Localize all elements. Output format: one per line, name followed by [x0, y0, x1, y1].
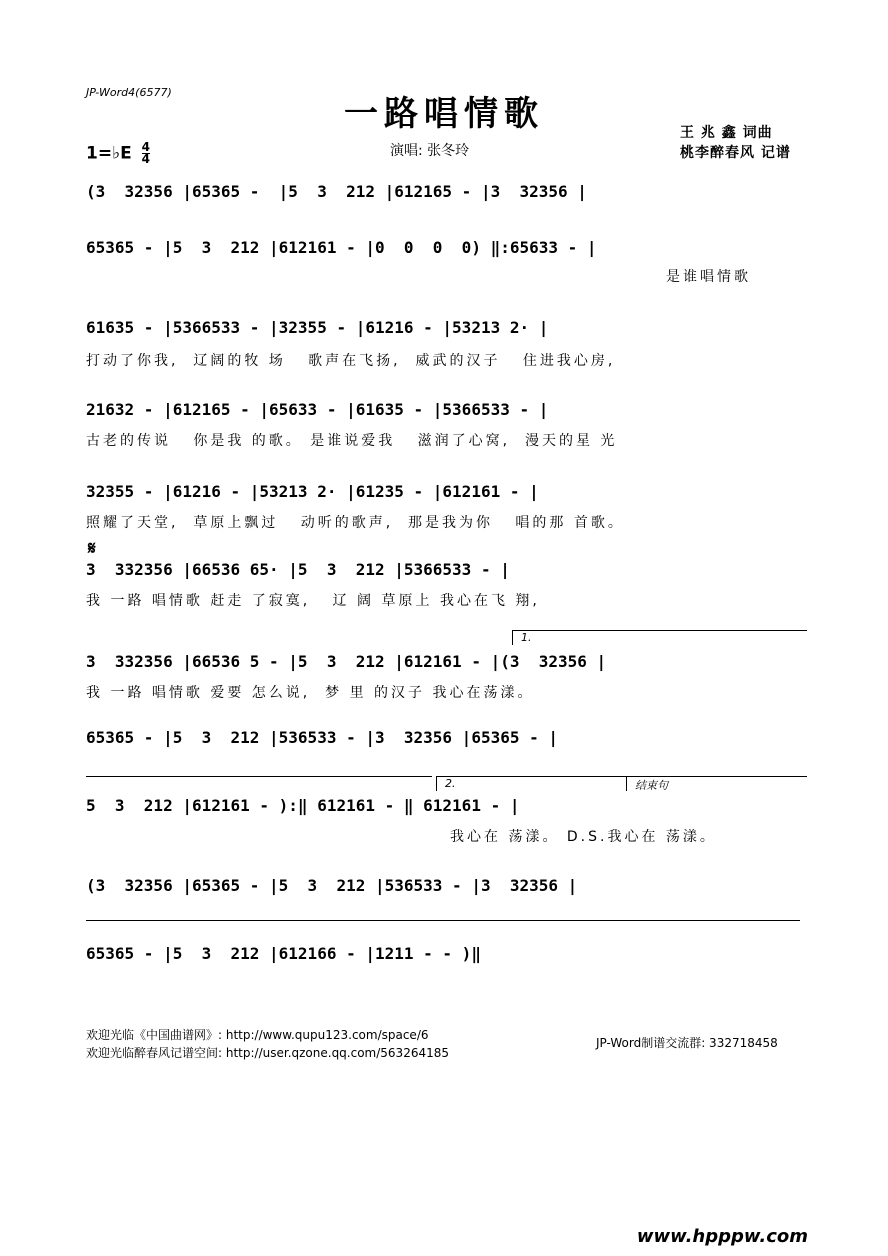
footer-group: JP-Word制谱交流群: 332718458 [596, 1036, 778, 1050]
staff-notes: 61635 - |5366533 - |32355 - |61216 - |53213 2· | [86, 318, 549, 337]
staff-notes: (3 32356 |65365 - |5 3 212 |536533 - |3 32356 | [86, 876, 578, 895]
key-signature [86, 142, 150, 165]
staff-11 [86, 940, 806, 968]
ending-bracket [626, 776, 807, 791]
time-bottom: 4 [141, 152, 150, 166]
volta-1 [512, 630, 807, 645]
key-label: 1= [86, 143, 113, 164]
software-label: JP-Word4(6577) [86, 86, 172, 99]
staff-10 [86, 872, 806, 900]
time-signature [142, 142, 150, 165]
key-note: ♭E [112, 143, 132, 164]
transcriber-credit: 桃李醉春风 记谱 [680, 145, 791, 161]
staff-2 [86, 234, 806, 262]
staff-lyrics: 是谁唱情歌 [666, 269, 751, 285]
staff-lyrics: 古老的传说 你是我 的歌。 是谁说爱我 滋润了心窝, 漫天的星 光 [86, 433, 618, 449]
staff-6 [86, 556, 806, 584]
bracket-line [86, 776, 432, 777]
volta-2 [436, 776, 627, 791]
staff-notes: 65365 - |5 3 212 |536533 - |3 32356 |65365 - | [86, 728, 559, 747]
staff-3 [86, 314, 806, 342]
staff-notes: (3 32356 |65365 - |5 3 212 |612165 - |3 32356 | [86, 182, 587, 201]
staff-notes: 65365 - |5 3 212 |612166 - |1211 - - )‖ [86, 944, 481, 963]
staff-7 [86, 648, 806, 676]
staff-notes: 3 332356 |66536 5 - |5 3 212 |612161 - |(3 32356 | [86, 652, 607, 671]
staff-4 [86, 396, 806, 424]
staff-notes: 65365 - |5 3 212 |612161 - |0 0 0 0) ‖:65633 - | [86, 238, 597, 257]
staff-lyrics: 打动了你我, 辽阔的牧 场 歌声在飞扬, 威武的汉子 住进我心房, [86, 353, 616, 369]
bracket-line [86, 920, 800, 921]
time-top: 4 [141, 140, 150, 154]
ending-label: 结束句 [635, 779, 668, 792]
staff-9 [86, 792, 806, 820]
staff-notes: 21632 - |612165 - |65633 - |61635 - |5366533 - | [86, 400, 549, 419]
staff-notes: 3 332356 |66536 65· |5 3 212 |5366533 - | [86, 560, 510, 579]
staff-notes: 32355 - |61216 - |53213 2· |61235 - |612161 - | [86, 482, 539, 501]
footer-line-2: 欢迎光临醉春风记谱空间: http://user.qzone.qq.com/563264185 [86, 1046, 450, 1060]
lyricist-credit: 王 兆 鑫 词曲 [680, 125, 773, 141]
staff-lyrics: 我心在 荡漾。 D.S.我心在 荡漾。 [450, 829, 717, 845]
staff-notes: 5 3 212 |612161 - ):‖ 612161 - ‖ 612161 - | [86, 796, 520, 815]
staff-5 [86, 478, 806, 506]
staff-1 [86, 178, 806, 206]
footer-line-1: 欢迎光临《中国曲谱网》: http://www.qupu123.com/space/6 [86, 1028, 429, 1042]
volta-label: 1. [521, 631, 532, 644]
site-watermark: www.hpppw.com [636, 1226, 808, 1247]
staff-lyrics: 照耀了天堂, 草原上飘过 动听的歌声, 那是我为你 唱的那 首歌。 [86, 515, 625, 531]
segno-sign: 𝄋 [88, 538, 96, 559]
staff-lyrics: 我 一路 唱情歌 赶走 了寂寞, 辽 阔 草原上 我心在飞 翔, [86, 593, 540, 609]
volta-label: 2. [445, 777, 456, 790]
staff-8 [86, 724, 806, 752]
singer-credit: 演唱: 张冬玲 [390, 143, 470, 159]
page-title: 一路唱情歌 [344, 94, 544, 134]
staff-lyrics: 我 一路 唱情歌 爱要 怎么说, 梦 里 的汉子 我心在荡漾。 [86, 685, 535, 701]
